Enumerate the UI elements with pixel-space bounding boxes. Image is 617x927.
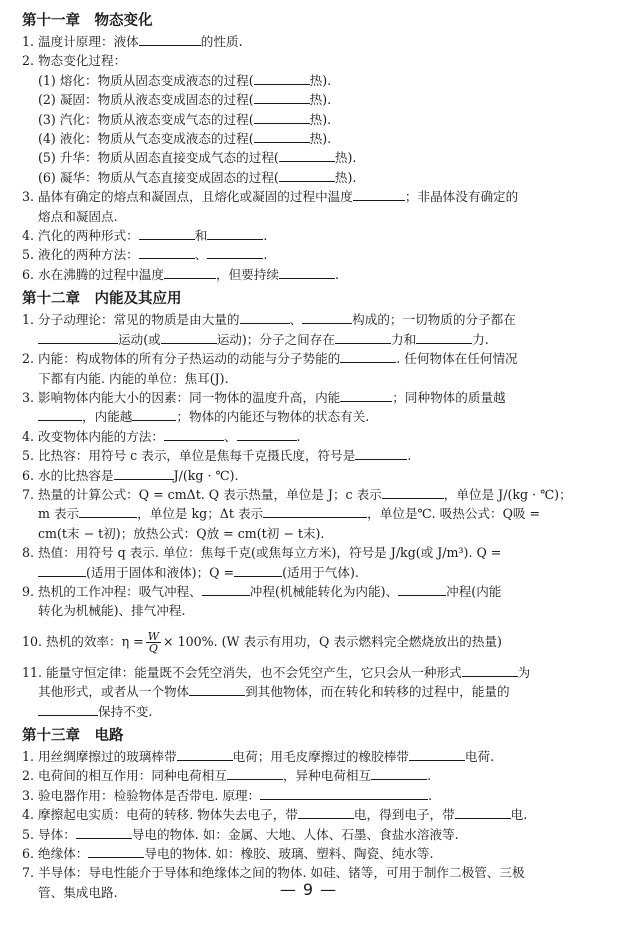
answer-blank (409, 749, 465, 761)
answer-blank (161, 332, 217, 344)
answer-blank (177, 749, 233, 761)
answer-blank (355, 448, 407, 460)
ch12-item-1: 1. 分子动理论：常见的物质是由大量的 、 构成的；一切物质的分子都在 (22, 312, 516, 328)
answer-blank (139, 34, 201, 46)
answer-blank (207, 228, 263, 240)
answer-blank (254, 73, 310, 85)
answer-blank (462, 665, 518, 677)
ch13-item-3: 3. 验电器作用：检验物体是否带电. 原理： . (22, 787, 433, 803)
answer-blank (398, 584, 446, 596)
answer-blank (302, 312, 352, 324)
answer-blank (202, 584, 250, 596)
answer-blank (164, 267, 216, 279)
chapter-11-title: 第十一章 物态变化 (22, 13, 153, 29)
efficiency-fraction: $\frac{W}{Q}$ (147, 629, 160, 655)
ch11-item-2: 2. 物态变化过程： (22, 53, 127, 69)
ch12-item-11: 11. 能量守恒定律：能量既不会凭空消失，也不会凭空产生，它只会从一种形式 为 (22, 664, 531, 680)
page-number: — 9 — (279, 880, 338, 899)
ch11-item-3-cont: 熔点和凝固点. (38, 208, 118, 224)
ch13-item-2: 2. 电荷间的相互作用：同种电荷相互 ，异种电荷相互 . (22, 768, 432, 784)
answer-blank (38, 704, 98, 716)
answer-blank (371, 768, 427, 780)
answer-blank (254, 92, 310, 104)
ch12-item-9-cont: 转化为机械能)、排气冲程. (38, 603, 186, 619)
answer-blank (234, 565, 282, 577)
answer-blank (455, 807, 511, 819)
ch12-item-2: 2. 内能：构成物体的所有分子热运动的动能与分子势能的 . 任何物体在任何情况 (22, 351, 518, 367)
ch12-item-5: 5. 比热容：用符号 c 表示，单位是焦每千克摄氏度，符号是 . (22, 448, 412, 464)
answer-blank (279, 150, 335, 162)
answer-blank (382, 487, 444, 499)
answer-blank (76, 827, 132, 839)
ch13-item-7: 7. 半导体：导电性能介于导体和绝缘体之间的物体. 如硅、锗等，可用于制作二极管、三极 (22, 865, 525, 881)
answer-blank (279, 170, 335, 182)
answer-blank (139, 228, 195, 240)
ch12-item-7: 7. 热量的计算公式：Q = cmΔt. Q 表示热量，单位是 J；c 表示 ，单位是 J/(kg · ℃)； (22, 486, 572, 502)
ch11-item-1: 1. 温度计原理：液体 的性质. (22, 34, 243, 49)
ch11-item-2-4: (4) 液化：物质从气态变成液态的过程( 热). (38, 131, 332, 147)
answer-blank (164, 429, 224, 441)
ch12-item-11-cont-2: 保持不变. (22, 702, 603, 721)
ch12-item-6: 6. 水的比热容是 J/(kg · ℃). (22, 467, 239, 483)
answer-blank (298, 807, 354, 819)
ch12-item-3-cont: ，内能越 ；物体的内能还与物体的状态有关. (22, 407, 603, 426)
answer-blank (227, 768, 283, 780)
answer-blank (189, 684, 245, 696)
chapter-12-title: 第十二章 内能及其应用 (22, 291, 182, 308)
ch12-item-7-cont-1: m 表示 ，单位是 kg；Δt 表示 ，单位是℃. 吸热公式：Q吸 = (38, 506, 541, 522)
answer-blank (260, 788, 428, 800)
answer-blank (340, 390, 392, 402)
ch12-item-3: 3. 影响物体内能大小的因素：同一物体的温度升高，内能 ；同种物体的质量越 (22, 389, 506, 405)
answer-blank (207, 247, 263, 259)
ch11-item-2-3: (3) 汽化：物质从液态变成气态的过程( 热). (38, 111, 332, 127)
answer-blank (340, 351, 396, 363)
answer-blank (237, 429, 297, 441)
answer-blank (240, 312, 290, 324)
ch12-item-11-cont-1: 其他形式，或者从一个物体 到其他物体，而在转化和转移的过程中，能量的 (38, 684, 510, 700)
ch13-item-6: 6. 绝缘体： 导电的物体. 如：橡胶、玻璃、塑料、陶瓷、纯水等. (22, 846, 434, 862)
ch13-item-4: 4. 摩擦起电实质：电荷的转移. 物体失去电子，带 电，得到电子，带 电. (22, 807, 528, 823)
ch11-item-2-5: (5) 升华：物质从固态直接变成气态的过程( 热). (38, 150, 357, 166)
answer-blank (38, 565, 86, 577)
answer-blank (263, 506, 367, 518)
answer-blank (254, 131, 310, 143)
ch13-item-1: 1. 用丝绸摩擦过的玻璃棒带 电荷；用毛皮摩擦过的橡胶棒带 电荷. (22, 749, 495, 764)
answer-blank (416, 332, 472, 344)
answer-blank (38, 332, 118, 344)
ch12-item-9: 9. 热机的工作冲程：吸气冲程、 冲程(机械能转化为内能)、 冲程(内能 (22, 583, 502, 599)
answer-blank (114, 468, 174, 480)
answer-blank (353, 189, 405, 201)
ch12-item-7-cont-2: cm(t末 − t初)；放热公式：Q放 = cm(t初 − t末). (38, 525, 325, 541)
ch11-item-3: 3. 晶体有确定的熔点和凝固点，且熔化或凝固的过程中温度 ；非晶体没有确定的 (22, 189, 519, 205)
ch12-item-8-cont: (适用于固体和液体)；Q = (适用于气体). (22, 563, 603, 582)
ch12-item-10: 10. 热机的效率：η = $\frac{W}{Q}$ × 100%. (W 表示有用功，Q 表示燃料完全燃烧放出的热量) (22, 629, 502, 655)
ch12-item-2-cont: 下都有内能. 内能的单位：焦耳(J). (38, 370, 229, 386)
chapter-13-title: 第十三章 电路 (22, 728, 124, 744)
ch13-item-5: 5. 导体： 导电的物体. 如：金属、大地、人体、石墨、食盐水溶液等. (22, 826, 459, 842)
answer-blank (79, 506, 137, 518)
answer-blank (279, 267, 335, 279)
ch11-item-2-2: (2) 凝固：物质从液态变成固态的过程( 热). (38, 92, 332, 108)
answer-blank (38, 409, 82, 421)
answer-blank (132, 409, 176, 421)
answer-blank (139, 247, 195, 259)
ch13-item-7-cont: 管、集成电路. (38, 884, 118, 900)
ch12-item-4: 4. 改变物体内能的方法： 、 . (22, 428, 301, 444)
ch11-item-4: 4. 汽化的两种形式： 和 . (22, 228, 268, 244)
ch11-item-6: 6. 水在沸腾的过程中温度 ，但要持续 . (22, 266, 339, 282)
answer-blank (88, 846, 144, 858)
ch12-item-1-cont: 运动(或 运动)；分子之间存在 力和 力. (22, 330, 603, 349)
ch11-item-2-1: (1) 熔化：物质从固态变成液态的过程( 热). (38, 72, 332, 88)
ch11-item-2-6: (6) 凝华：物质从气态直接变成固态的过程( 热). (38, 169, 357, 185)
answer-blank (335, 332, 391, 344)
answer-blank (254, 112, 310, 124)
ch12-item-8: 8. 热值：用符号 q 表示. 单位：焦每千克(或焦每立方米)，符号是 J/kg(或 J/m³). Q = (22, 545, 502, 561)
ch11-item-5: 5. 液化的两种方法： 、 . (22, 247, 268, 263)
